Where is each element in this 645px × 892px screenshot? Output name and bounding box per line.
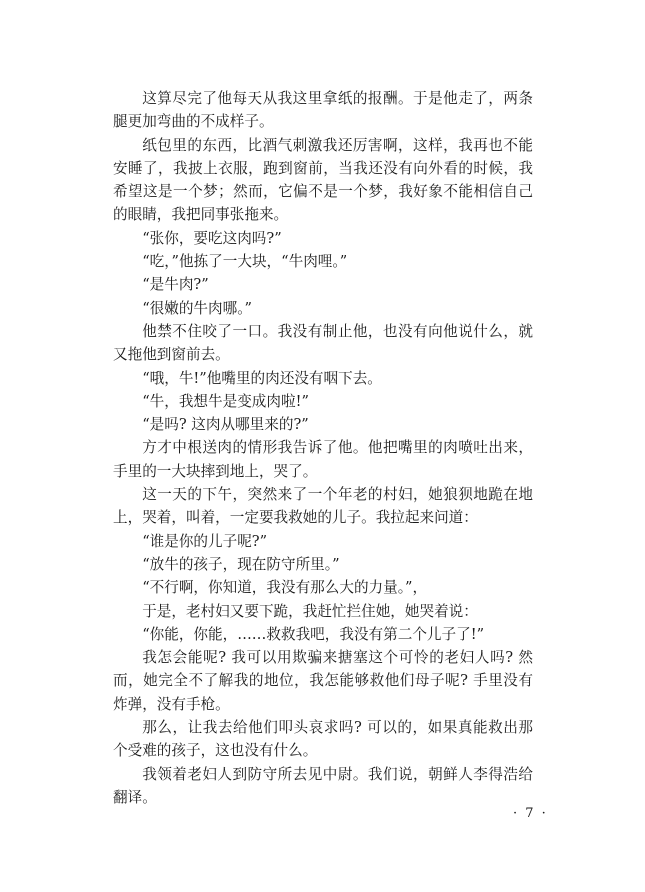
dialogue-line: “吃，”他拣了一大块，“牛肉哩。” xyxy=(142,253,348,271)
dialogue-line: “谁是你的儿子呢?” xyxy=(142,532,268,550)
dialogue-line: “张你，要吃这肉吗?” xyxy=(142,229,282,247)
paragraph: 我领着老妇人到防守所去见中尉。我们说，朝鲜人李得浩给翻译。 xyxy=(113,765,533,806)
paragraph: 于是，老村妇又要下跪，我赶忙拦住她，她哭着说： xyxy=(142,602,478,620)
dialogue-line: “很嫩的牛肉哪。” xyxy=(142,299,252,317)
paragraph: 纸包里的东西，比酒气刺激我还厉害啊，这样，我再也不能安睡了，我披上衣服，跑到窗前，当我还没有向外看的时候，我希望这是一个梦；然而，它偏不是一个梦，我好象不能相信自己的眼睛，我把同事张拖来。 xyxy=(113,136,533,224)
dialogue-line: “不行啊，你知道，我没有那么大的力量。”， xyxy=(142,579,428,597)
dialogue-line: “放牛的孩子，现在防守所里。” xyxy=(142,555,340,573)
dialogue-line: “你能，你能，……救救我吧，我没有第二个儿子了!” xyxy=(142,625,485,643)
page-number: · 7 · xyxy=(513,806,548,821)
dialogue-line: “是吗? 这肉从哪里来的?” xyxy=(142,416,309,434)
dialogue-line: “哦，牛!”他嘴里的肉还没有咽下去。 xyxy=(142,369,382,387)
paragraph: 这一天的下午，突然来了一个年老的村妇，她狼狈地跪在地上，哭着，叫着，一定要我救她的儿子。我拉起来问道： xyxy=(113,486,533,527)
paragraph: 我怎会能呢? 我可以用欺骗来搪塞这个可怜的老妇人吗? 然而，她完全不了解我的地位，我怎能够救他们母子呢? 手里没有炸弹，没有手枪。 xyxy=(113,649,533,713)
paragraph: 这算尽完了他每天从我这里拿纸的报酬。于是他走了，两条腿更加弯曲的不成样子。 xyxy=(113,90,533,131)
dialogue-line: “是牛肉?” xyxy=(142,276,209,294)
dialogue-line: “牛，我想牛是变成肉啦!” xyxy=(142,392,309,410)
paragraph: 他禁不住咬了一口。我没有制止他，也没有向他说什么，就又拖他到窗前去。 xyxy=(113,322,533,364)
paragraph: 那么，让我去给他们叩头哀求吗? 可以的，如果真能救出那个受难的孩子，这也没有什么。 xyxy=(113,719,533,760)
body-text xyxy=(113,87,533,809)
paragraph: 方才中根送肉的情形我告诉了他。他把嘴里的肉喷吐出来，手里的一大块摔到地上，哭了。 xyxy=(113,439,533,480)
